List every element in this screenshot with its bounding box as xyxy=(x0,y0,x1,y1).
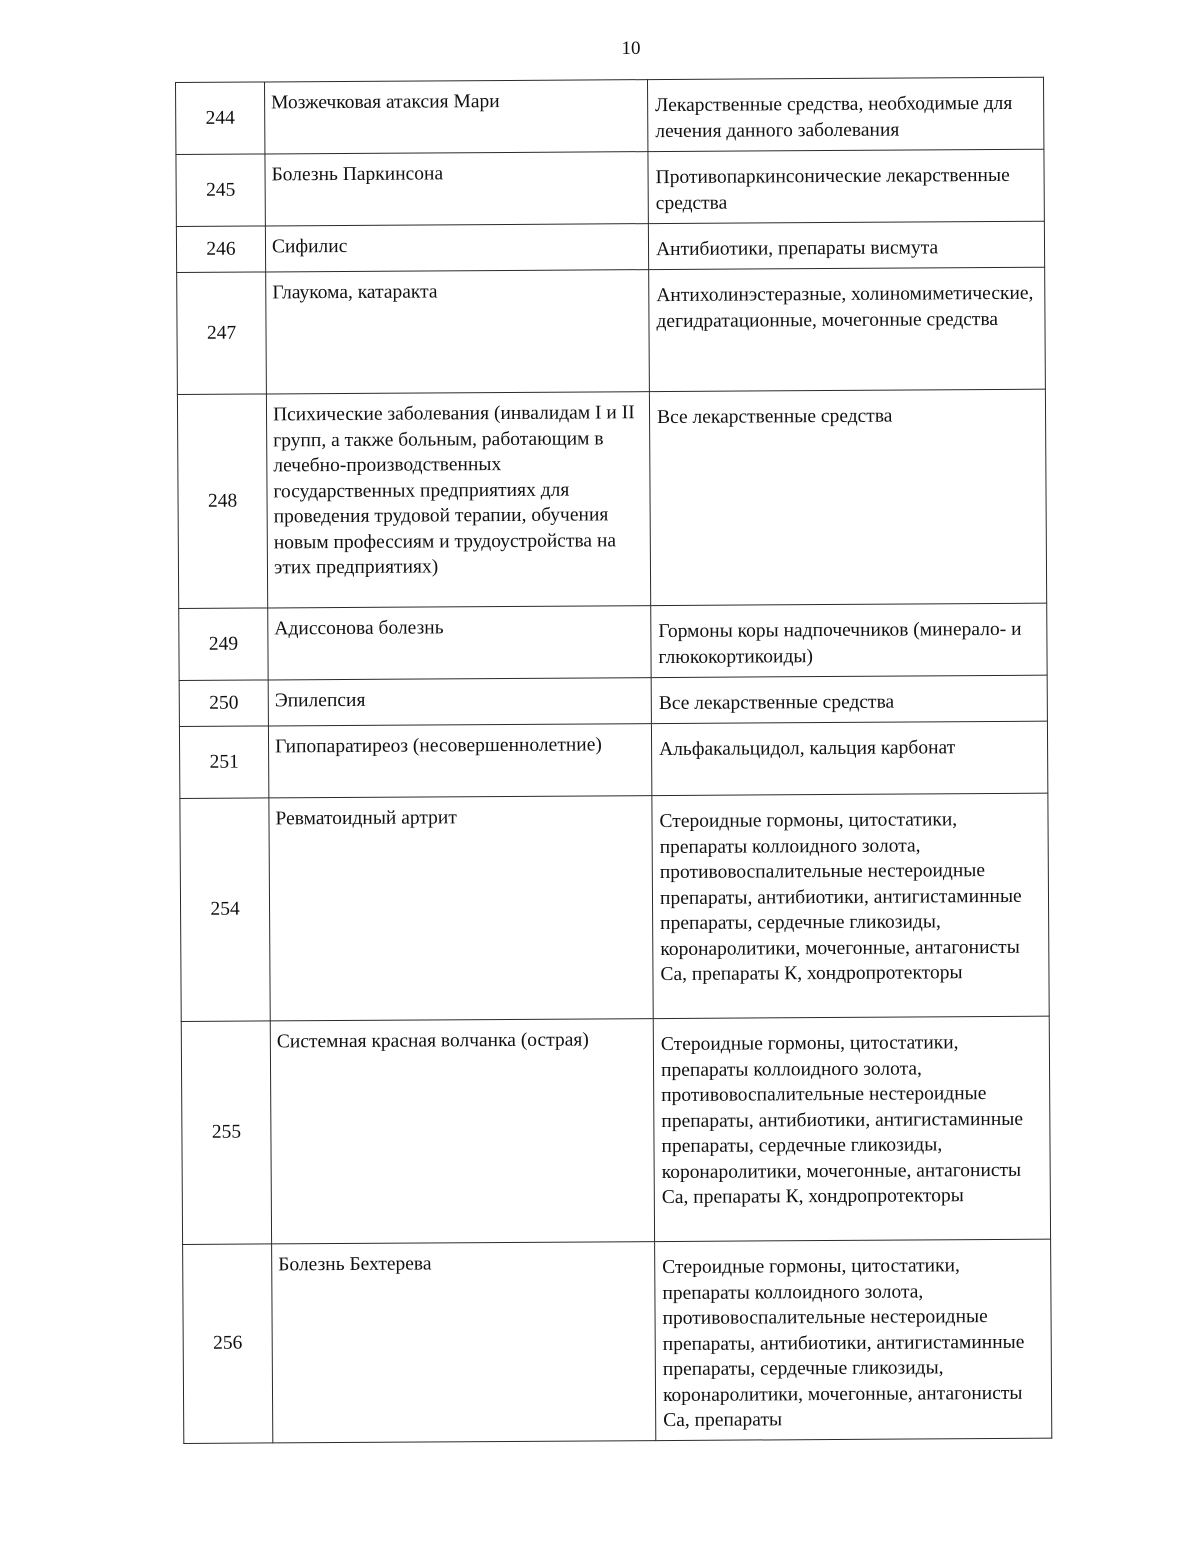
row-number: 246 xyxy=(176,226,265,273)
row-number: 247 xyxy=(177,272,267,395)
table-row xyxy=(176,149,1044,226)
disease-cell: Глаукома, катаракта xyxy=(266,270,650,394)
row-number: 251 xyxy=(179,726,268,799)
row-number: 244 xyxy=(176,82,265,155)
medicines-cell: Стероидные гормоны, цитостатики, препараты коллоидного золота, противовоспалительные нестероидные препараты, антибиотики, антигистаминные препараты, сердечные гликозиды, коронаролитики, мочегонные, антагонисты Са, препараты К, хондропротекторы xyxy=(652,793,1049,1018)
disease-cell: Ревматоидный артрит xyxy=(269,796,653,1021)
row-number: 250 xyxy=(179,680,268,727)
medicines-cell: Стероидные гормоны, цитостатики, препараты коллоидного золота, противовоспалительные нестероидные препараты, антибиотики, антигистаминные препараты, сердечные гликозиды, коронаролитики, мочегонные, антагонисты Са, препараты xyxy=(655,1239,1052,1440)
table-row xyxy=(180,793,1049,1021)
row-number: 255 xyxy=(181,1021,271,1245)
disease-cell: Сифилис xyxy=(265,224,648,272)
row-number: 249 xyxy=(179,608,268,681)
disease-cell: Болезнь Бехтерева xyxy=(272,1242,656,1443)
table-row xyxy=(179,721,1047,798)
medicines-cell: Лекарственные средства, необходимые для лечения данного заболевания xyxy=(647,77,1043,151)
disease-cell: Мозжечковая атаксия Мари xyxy=(265,80,648,154)
table-row xyxy=(176,221,1044,272)
row-number: 248 xyxy=(177,394,267,609)
table-row xyxy=(183,1239,1052,1443)
disease-cell: Болезнь Паркинсона xyxy=(265,152,648,226)
table-row xyxy=(177,267,1046,394)
disease-cell: Эпилепсия xyxy=(268,678,651,726)
medicines-cell: Антибиотики, препараты висмута xyxy=(648,221,1044,269)
disease-cell: Гипопаратиреоз (несовершеннолетние) xyxy=(268,724,651,798)
medicines-cell: Альфакальцидол, кальция карбонат xyxy=(651,721,1047,795)
table-row xyxy=(179,603,1047,680)
medicines-cell: Противопаркинсонические лекарственные средства xyxy=(648,149,1044,223)
row-number: 245 xyxy=(176,154,265,227)
medicines-cell: Антихолинэстеразные, холиномиметические, дегидратационные, мочегонные средства xyxy=(649,267,1046,391)
medicines-cell: Все лекарственные средства xyxy=(651,675,1047,723)
medicines-cell: Стероидные гормоны, цитостатики, препараты коллоидного золота, противовоспалительные нестероидные препараты, антибиотики, антигистаминные препараты, сердечные гликозиды, коронаролитики, мочегонные, антагонисты Са, препараты К, хондропротекторы xyxy=(653,1016,1050,1241)
table-row xyxy=(177,389,1046,608)
row-number: 254 xyxy=(180,798,270,1022)
page-number: 10 xyxy=(621,38,641,59)
table-row xyxy=(181,1016,1050,1244)
medicines-cell: Все лекарственные средства xyxy=(649,389,1046,605)
disease-cell: Системная красная волчанка (острая) xyxy=(270,1019,654,1244)
medicines-cell: Гормоны коры надпочечников (минерало- и глюкокортикоиды) xyxy=(651,603,1047,677)
row-number: 256 xyxy=(183,1244,273,1443)
medicines-table xyxy=(175,77,1052,1444)
table-row xyxy=(176,77,1044,154)
disease-cell: Психические заболевания (инвалидам I и II групп, а также больным, работающим в лечебно-производственных государственных предприятиях для проведения трудовой терапии, обучения новым профессиям и трудоустройства на этих предприятиях) xyxy=(266,392,650,608)
table-row xyxy=(179,675,1047,726)
disease-cell: Адиссонова болезнь xyxy=(268,606,651,680)
